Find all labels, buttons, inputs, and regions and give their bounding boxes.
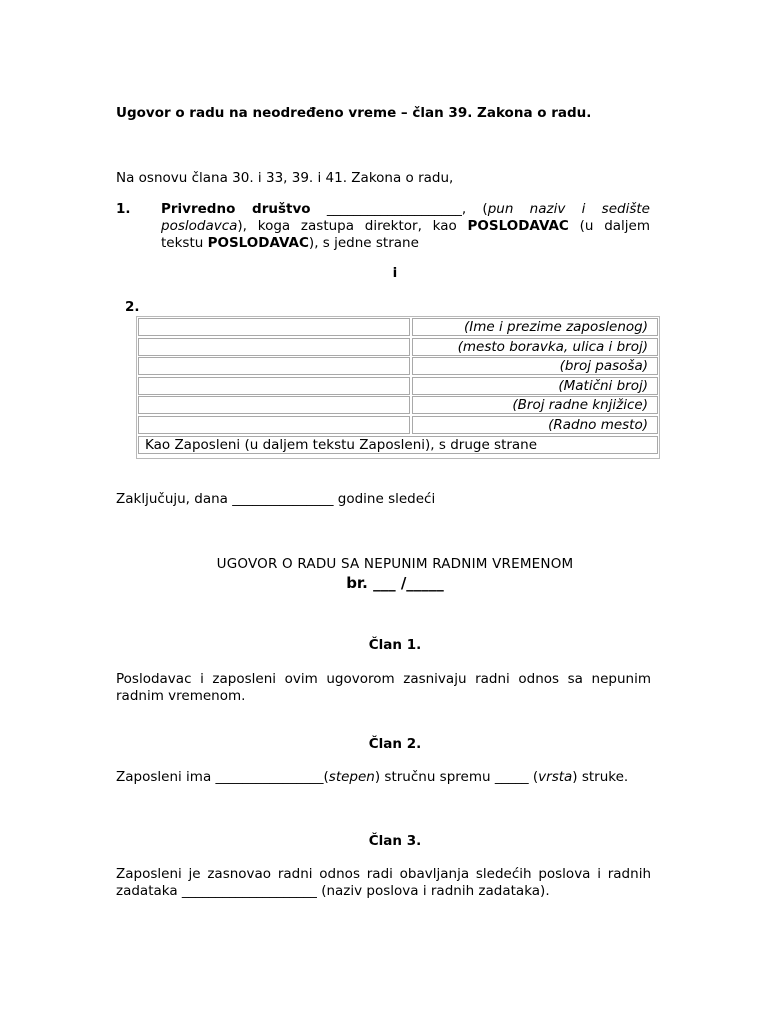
party1-lead: Privredno društvo xyxy=(161,201,311,217)
table-cell-blank xyxy=(138,338,410,356)
party1-number: 1. xyxy=(116,201,131,217)
party2-table xyxy=(136,316,660,459)
table-row xyxy=(138,436,658,454)
party1-bold-1: POSLODAVAC xyxy=(467,218,569,234)
party1-text-1: , ( xyxy=(461,201,488,217)
party1-bold-2: POSLODAVAC xyxy=(207,235,309,251)
conjunction: i xyxy=(392,265,398,281)
table-row xyxy=(138,338,658,356)
table-row xyxy=(138,377,658,395)
table-cell-blank xyxy=(138,396,410,414)
article-1-heading: Član 1. xyxy=(368,637,422,653)
table-cell-blank xyxy=(138,416,410,434)
conclude-text: Zaključuju, dana _______________ godine sledeći xyxy=(116,491,436,507)
party1-text-2: ), koga zastupa direktor, kao xyxy=(237,218,468,234)
article-3-text: Zaposleni je zasnovao radni odnos radi obavljanja sledećih poslova i radnih zadataka ____________________ (naziv poslova i radnih zadataka). xyxy=(116,866,651,899)
article-2-text-1: Zaposleni ima ________________( xyxy=(116,769,329,785)
party1-text-4: ), s jedne strane xyxy=(308,235,419,251)
party1-italic-1: pun naziv i sedište poslodavca xyxy=(161,201,650,234)
contract-title: UGOVOR O RADU SA NEPUNIM RADNIM VREMENOM xyxy=(216,556,574,572)
party1-blank: ____________________ xyxy=(326,201,462,217)
contract-number: br. ___ /_____ xyxy=(346,574,444,592)
party2-number: 2. xyxy=(125,299,140,315)
document-title: Ugovor o radu na neodređeno vreme – član 39. Zakona o radu. xyxy=(116,105,592,121)
preamble-text: Na osnovu člana 30. i 33, 39. i 41. Zakona o radu, xyxy=(116,170,454,186)
table-cell-label: (mesto boravka, ulica i broj) xyxy=(412,338,658,356)
table-row xyxy=(138,357,658,375)
article-3-heading: Član 3. xyxy=(368,833,422,849)
table-cell-label: (Radno mesto) xyxy=(412,416,658,434)
table-cell-label: (Broj radne knjižice) xyxy=(412,396,658,414)
table-cell-label: (Matični broj) xyxy=(412,377,658,395)
article-2-italic-1: stepen xyxy=(328,769,375,785)
article-2-text xyxy=(116,769,651,786)
table-row xyxy=(138,396,658,414)
article-2-text-2: ) stručnu spremu _____ ( xyxy=(374,769,539,785)
table-cell-label: (broj pasoša) xyxy=(412,357,658,375)
table-cell-blank xyxy=(138,357,410,375)
table-cell-blank xyxy=(138,377,410,395)
table-cell-label: (Ime i prezime zaposlenog) xyxy=(412,318,658,336)
article-2-heading: Član 2. xyxy=(368,736,422,752)
article-2-italic-2: vrsta xyxy=(538,769,573,785)
table-row xyxy=(138,318,658,336)
article-2-text-3: ) struke. xyxy=(572,769,629,785)
article-1-text: Poslodavac i zaposleni ovim ugovorom zasnivaju radni odnos sa nepunim radnim vremenom. xyxy=(116,671,651,704)
party1-text xyxy=(161,201,650,252)
table-row xyxy=(138,416,658,434)
party1-text-3: (u daljem tekstu xyxy=(161,218,650,251)
table-cell-blank xyxy=(138,318,410,336)
table-cell-closing: Kao Zaposleni (u daljem tekstu Zaposleni), s druge strane xyxy=(138,436,658,454)
